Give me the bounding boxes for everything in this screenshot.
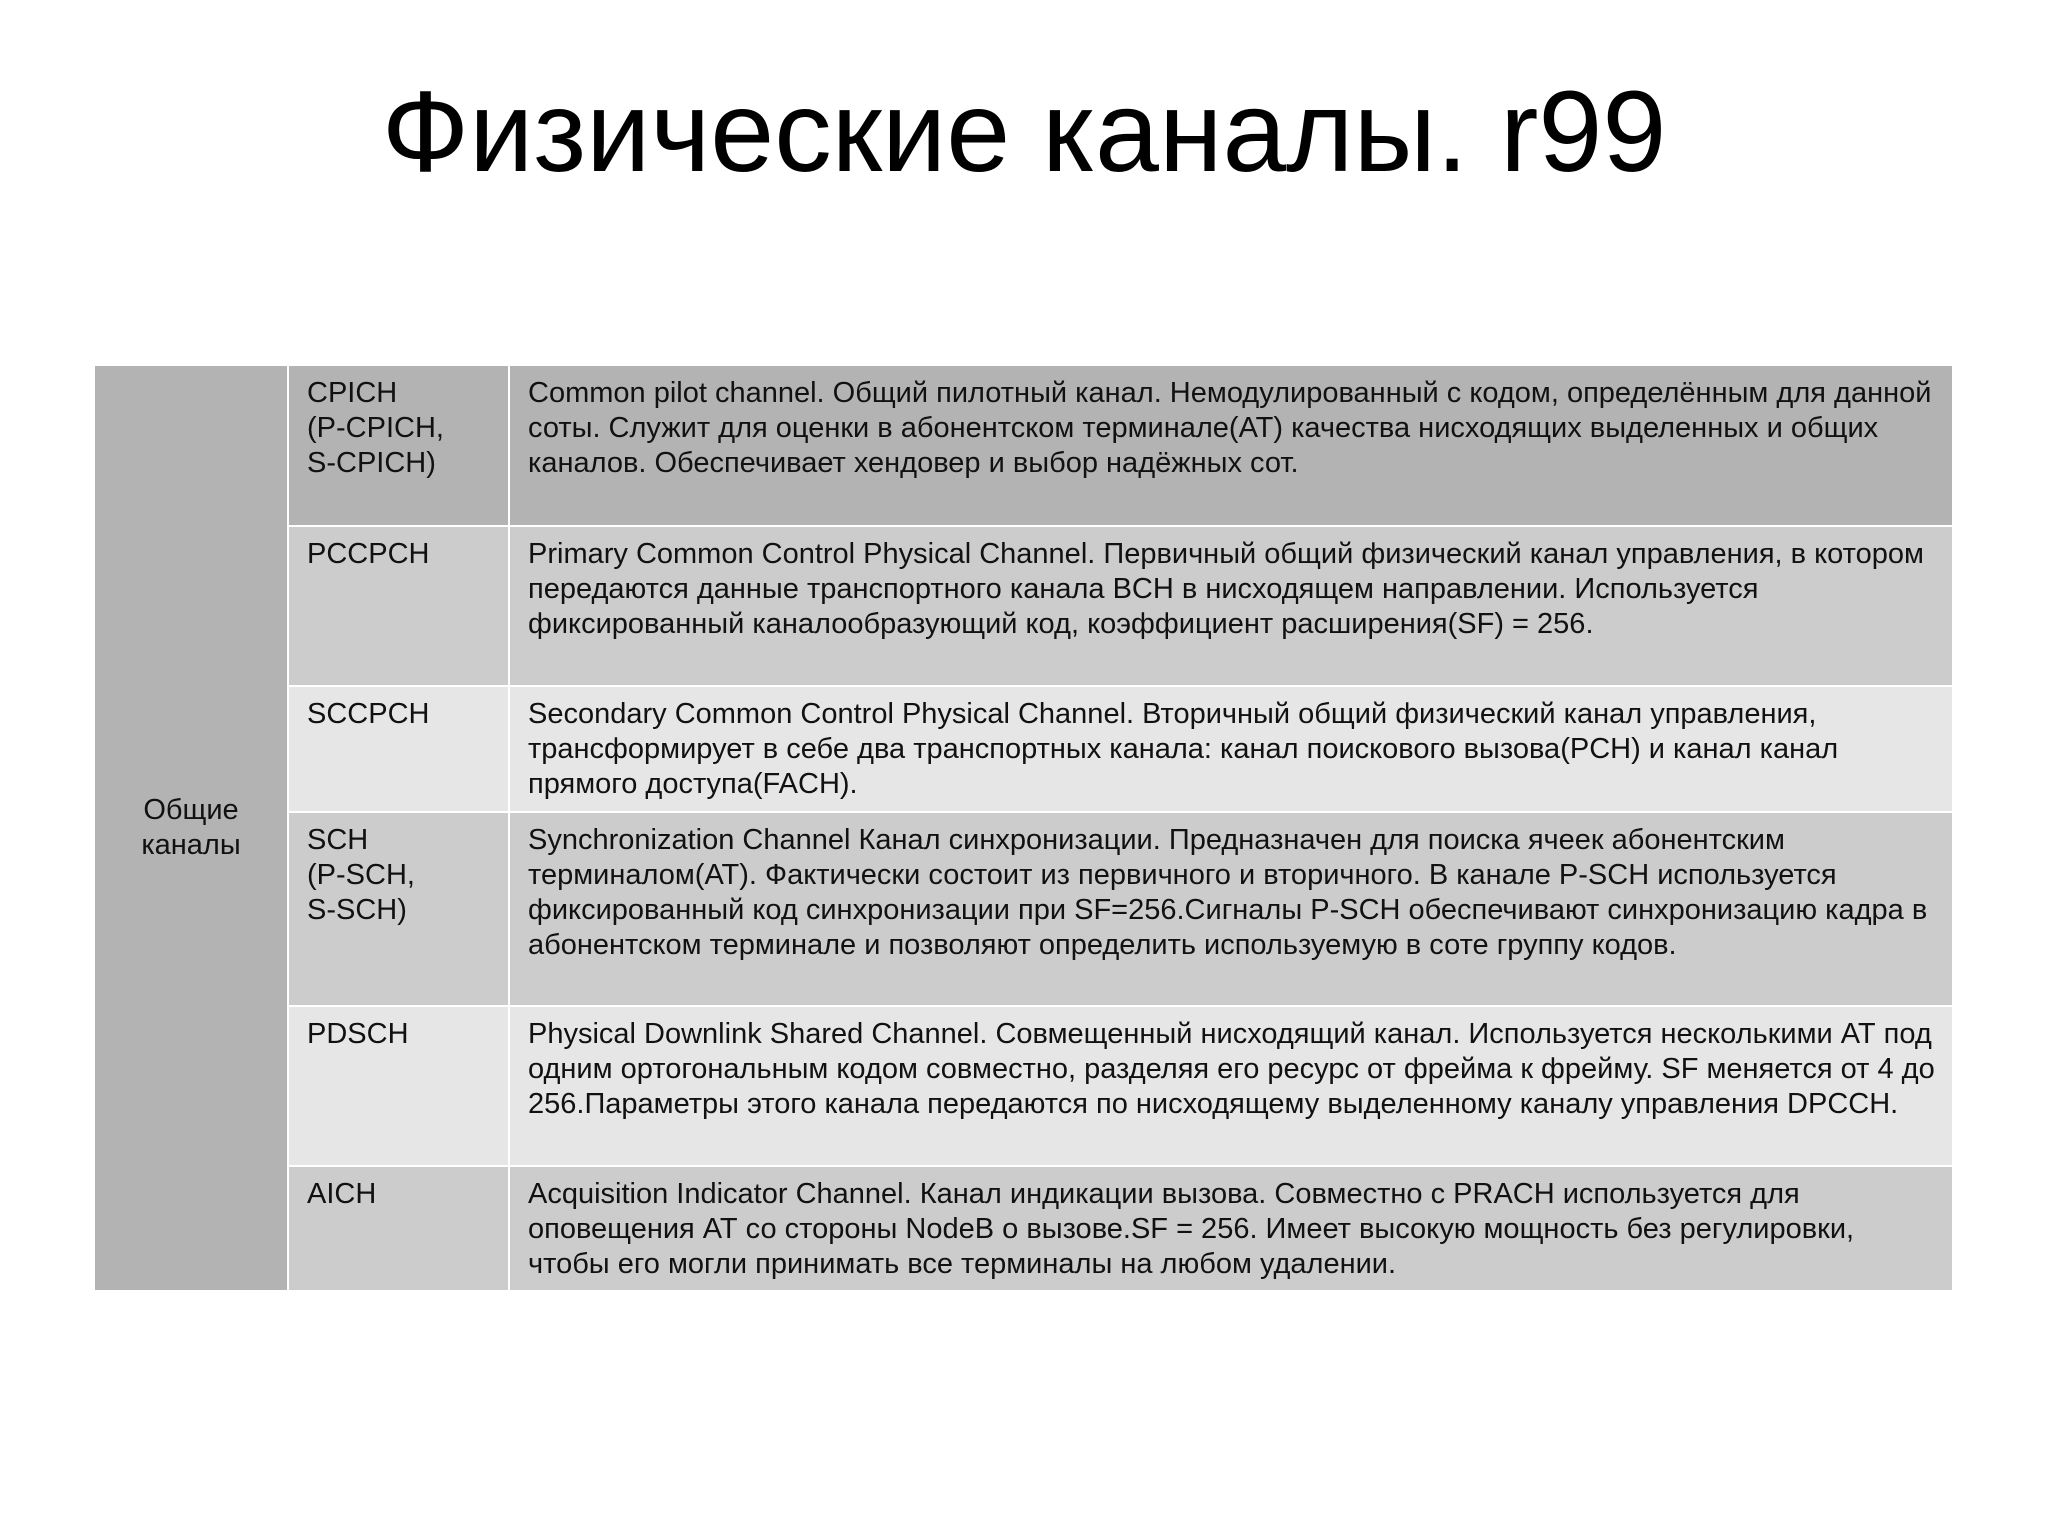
channel-name: SCCPCH [288,686,509,812]
channel-description: Primary Common Control Physical Channel. Первичный общий физический канал управления, в котором передаются данные транспортного канала BCH в нисходящем направлении. Используется фиксированный каналообразующий код, коэффициент расширения(SF) = 256. [509,526,1952,686]
table-row [95,1006,1952,1166]
channel-name: CPICH (P-CPICH, S-CPICH) [288,366,509,526]
channel-description: Acquisition Indicator Channel. Канал индикации вызова. Совместно с PRACH используется для оповещения АТ со стороны NodeB о вызове.SF = 256. Имеет высокую мощность без регулировки, чтобы его могли принимать все терминалы на любом удалении. [509,1166,1952,1290]
group-label: Общие каналы [141,794,241,861]
channel-description: Secondary Common Control Physical Channel. Вторичный общий физический канал управления, трансформирует в себе два транспортных канала: канал поискового вызова(PCH) и канал канал прямого доступа(FACH). [509,686,1952,812]
channel-name: AICH [288,1166,509,1290]
channel-description: Common pilot channel. Общий пилотный канал. Немодулированный с кодом, определённым для данной соты. Служит для оценки в абонентском терминале(АТ) качества нисходящих выделенных и общих каналов. Обеспечивает хендовер и выбор надёжных сот. [509,366,1952,526]
slide-title: Физические каналы. r99 [381,68,1667,196]
table-row [95,366,1952,526]
channels-table [95,366,1952,1290]
table-row [95,812,1952,1006]
channel-description: Synchronization Channel Канал синхронизации. Предназначен для поиска ячеек абонентским терминалом(АТ). Фактически состоит из первичного и вторичного. В канале P-SCH используется фиксированный код синхронизации при SF=256.Сигналы P-SCH обеспечивают синхронизацию кадра в абонентском терминале и позволяют определить используемую в соте группу кодов. [509,812,1952,1006]
group-label-cell [95,366,288,1290]
channel-description: Physical Downlink Shared Channel. Совмещенный нисходящий канал. Используется несколькими АТ под одним ортогональным кодом совместно, разделяя его ресурс от фрейма к фрейму. SF меняется от 4 до 256.Параметры этого канала передаются по нисходящему выделенному каналу управления DPCCH. [509,1006,1952,1166]
channel-name: PDSCH [288,1006,509,1166]
table-row [95,526,1952,686]
channel-name: SCH (P-SCH, S-SCH) [288,812,509,1006]
table-row [95,1166,1952,1290]
table-row [95,686,1952,812]
channel-name: PCCPCH [288,526,509,686]
